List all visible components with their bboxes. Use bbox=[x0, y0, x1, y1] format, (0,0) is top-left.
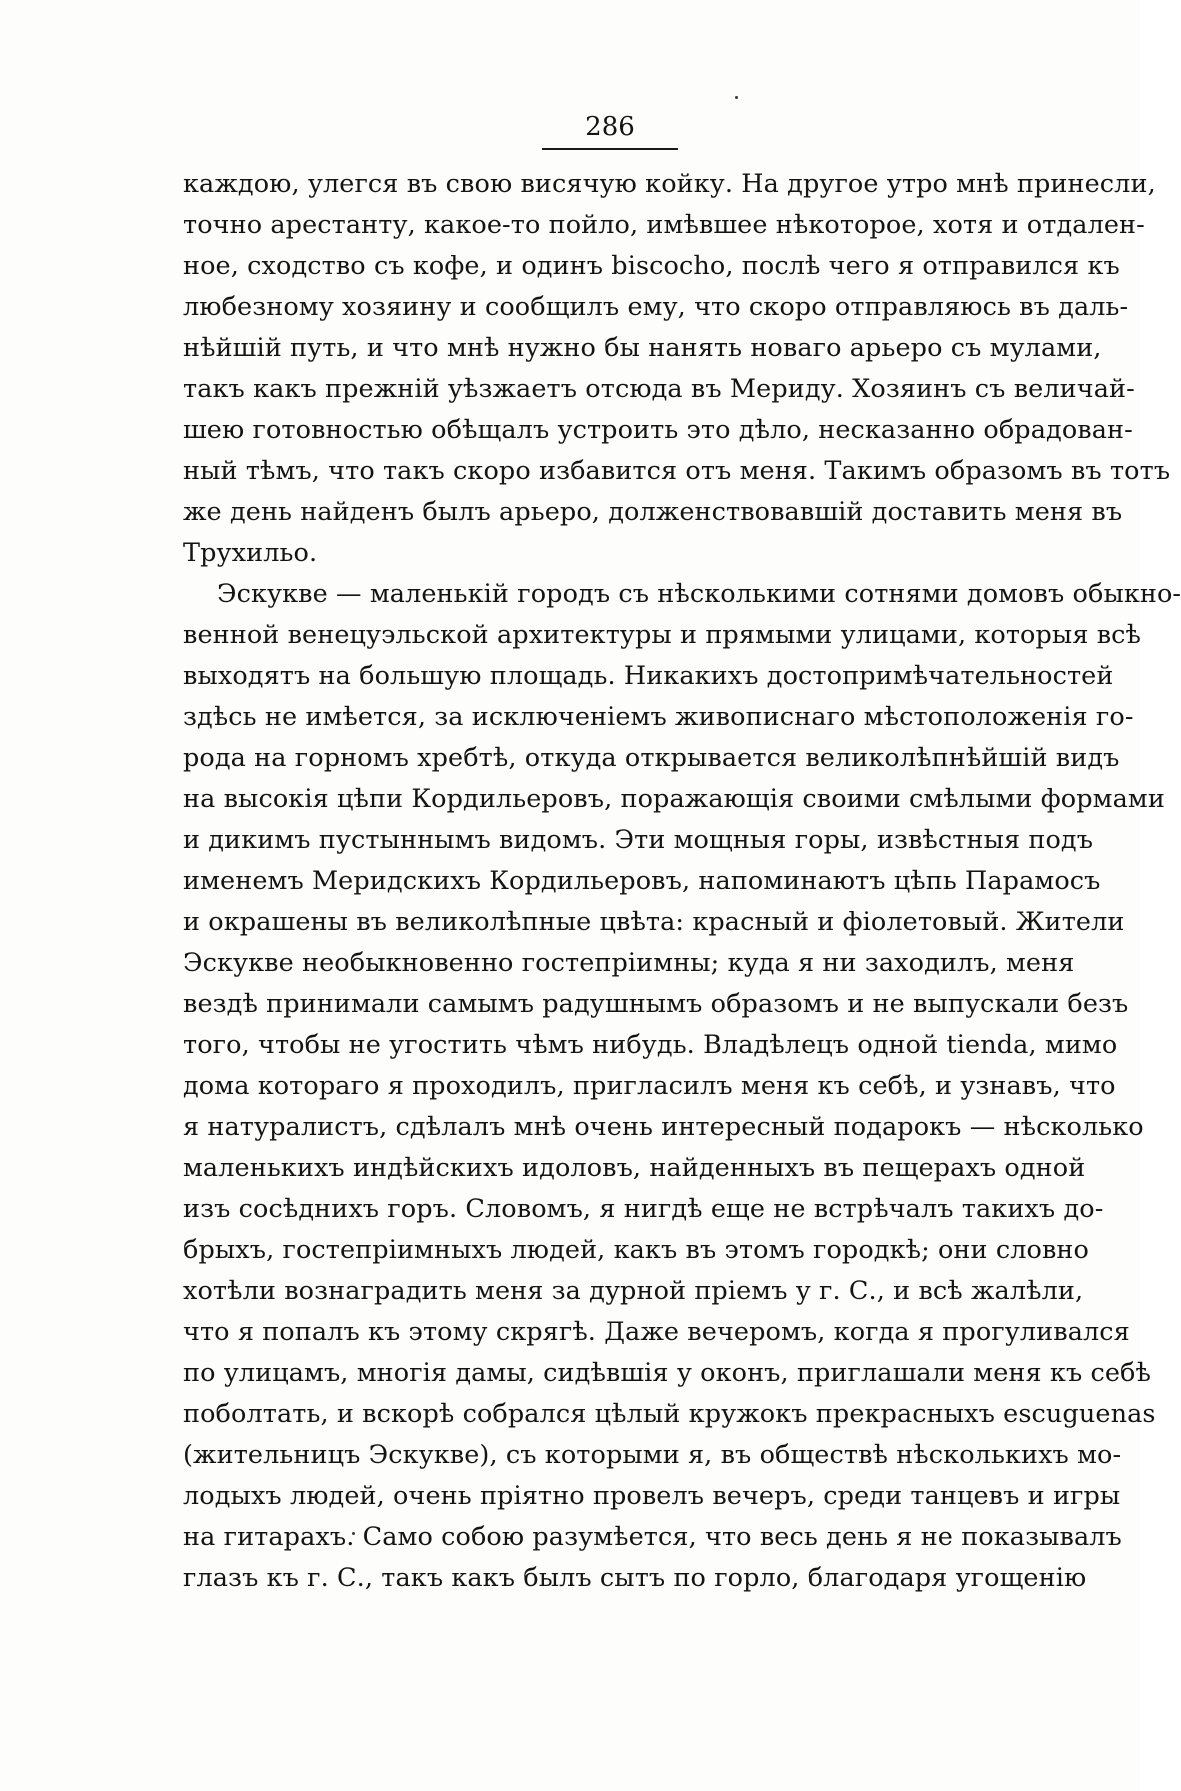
text-line: любезному хозяину и сообщилъ ему, что скоро отправляюсь въ даль- bbox=[183, 292, 1129, 322]
text-line: вездѣ принимали самымъ радушнымъ образомъ и не выпускали безъ bbox=[183, 989, 1129, 1019]
text-line: Эскукве необыкновенно гостепріимны; куда я ни заходилъ, меня bbox=[183, 948, 1075, 978]
text-line: и окрашены въ великолѣпные цвѣта: красный и фіолетовый. Жители bbox=[183, 907, 1125, 937]
text-line: шею готовностью обѣщалъ устроить это дѣло, несказанно обрадован- bbox=[183, 415, 1133, 445]
paragraph bbox=[183, 164, 1171, 574]
text-line: венной венецуэльской архитектуры и прямыми улицами, которыя всѣ bbox=[183, 620, 1142, 650]
text-line: же день найденъ былъ арьеро, долженствовавшій доставить меня въ bbox=[183, 497, 1123, 527]
text-line: на высокія цѣпи Кордильеровъ, поражающія своими смѣлыми формами bbox=[183, 784, 1165, 814]
text-line: на гитарахъ. Само собою разумѣется, что весь день я не показывалъ bbox=[183, 1522, 1122, 1552]
paragraph bbox=[183, 574, 1181, 1599]
text-line: нѣйшій путь, и что мнѣ нужно бы нанять новаго арьеро съ мулами, bbox=[183, 333, 1102, 363]
text-line: глазъ къ г. С., такъ какъ былъ сытъ по горло, благодаря угощенію bbox=[183, 1563, 1087, 1593]
text-line: я натуралистъ, сдѣлалъ мнѣ очень интересный подарокъ — нѣсколько bbox=[183, 1112, 1144, 1142]
text-line: точно арестанту, какое-то пойло, имѣвшее нѣкоторое, хотя и отдален- bbox=[183, 210, 1145, 240]
text-line: здѣсь не имѣется, за исключеніемъ живописнаго мѣстоположенія го- bbox=[183, 702, 1134, 732]
text-line: выходятъ на большую площадь. Никакихъ достопримѣчательностей bbox=[183, 661, 1114, 691]
text-line: брыхъ, гостепріимныхъ людей, какъ въ этомъ городкѣ; они словно bbox=[183, 1235, 1089, 1265]
text-line: лодыхъ людей, очень пріятно провелъ вечеръ, среди танцевъ и игры bbox=[183, 1481, 1121, 1511]
ink-speck bbox=[735, 96, 738, 99]
text-line: того, чтобы не угостить чѣмъ нибудь. Владѣлецъ одной tienda, мимо bbox=[183, 1030, 1118, 1060]
header-rule bbox=[542, 148, 678, 150]
text-line: (жительницъ Эскукве), съ которыми я, въ обществѣ нѣсколькихъ мо- bbox=[183, 1440, 1122, 1470]
text-line: хотѣли вознаградить меня за дурной пріемъ у г. С., и всѣ жалѣли, bbox=[183, 1276, 1084, 1306]
text-line: поболтать, и вскорѣ собрался цѣлый кружокъ прекрасныхъ escuguenas bbox=[183, 1399, 1156, 1429]
text-line: именемъ Меридскихъ Кордильеровъ, напоминаютъ цѣпь Парамосъ bbox=[183, 866, 1101, 896]
text-line: Эскукве — маленькій городъ съ нѣсколькими сотнями домовъ обыкно- bbox=[217, 579, 1181, 609]
text-line: по улицамъ, многія дамы, сидѣвшія у оконъ, приглашали меня къ себѣ bbox=[183, 1358, 1151, 1388]
text-line: рода на горномъ хребтѣ, откуда открывается великолѣпнѣйшій видъ bbox=[183, 743, 1120, 773]
text-line: такъ какъ прежній уѣзжаетъ отсюда въ Мериду. Хозяинъ съ величай- bbox=[183, 374, 1135, 404]
text-line: ный тѣмъ, что такъ скоро избавится отъ меня. Такимъ образомъ въ тотъ bbox=[183, 456, 1171, 486]
text-line: Трухильо. bbox=[183, 538, 318, 568]
page-number: 286 bbox=[585, 112, 635, 142]
text-line: маленькихъ индѣйскихъ идоловъ, найденныхъ въ пещерахъ одной bbox=[183, 1153, 1086, 1183]
text-line: ное, сходство съ кофе, и одинъ biscocho, послѣ чего я отправился къ bbox=[183, 251, 1120, 281]
text-line: изъ сосѣднихъ горъ. Словомъ, я нигдѣ еще не встрѣчалъ такихъ до- bbox=[183, 1194, 1104, 1224]
body-text bbox=[183, 164, 1181, 1599]
text-line: и дикимъ пустыннымъ видомъ. Эти мощныя горы, извѣстныя подъ bbox=[183, 825, 1094, 855]
text-line: что я попалъ къ этому скрягѣ. Даже вечеромъ, когда я прогуливался bbox=[183, 1317, 1130, 1347]
text-line: каждою, улегся въ свою висячую койку. На другое утро мнѣ принесли, bbox=[183, 169, 1156, 199]
text-line: дома котораго я проходилъ, пригласилъ меня къ себѣ, и узнавъ, что bbox=[183, 1071, 1116, 1101]
